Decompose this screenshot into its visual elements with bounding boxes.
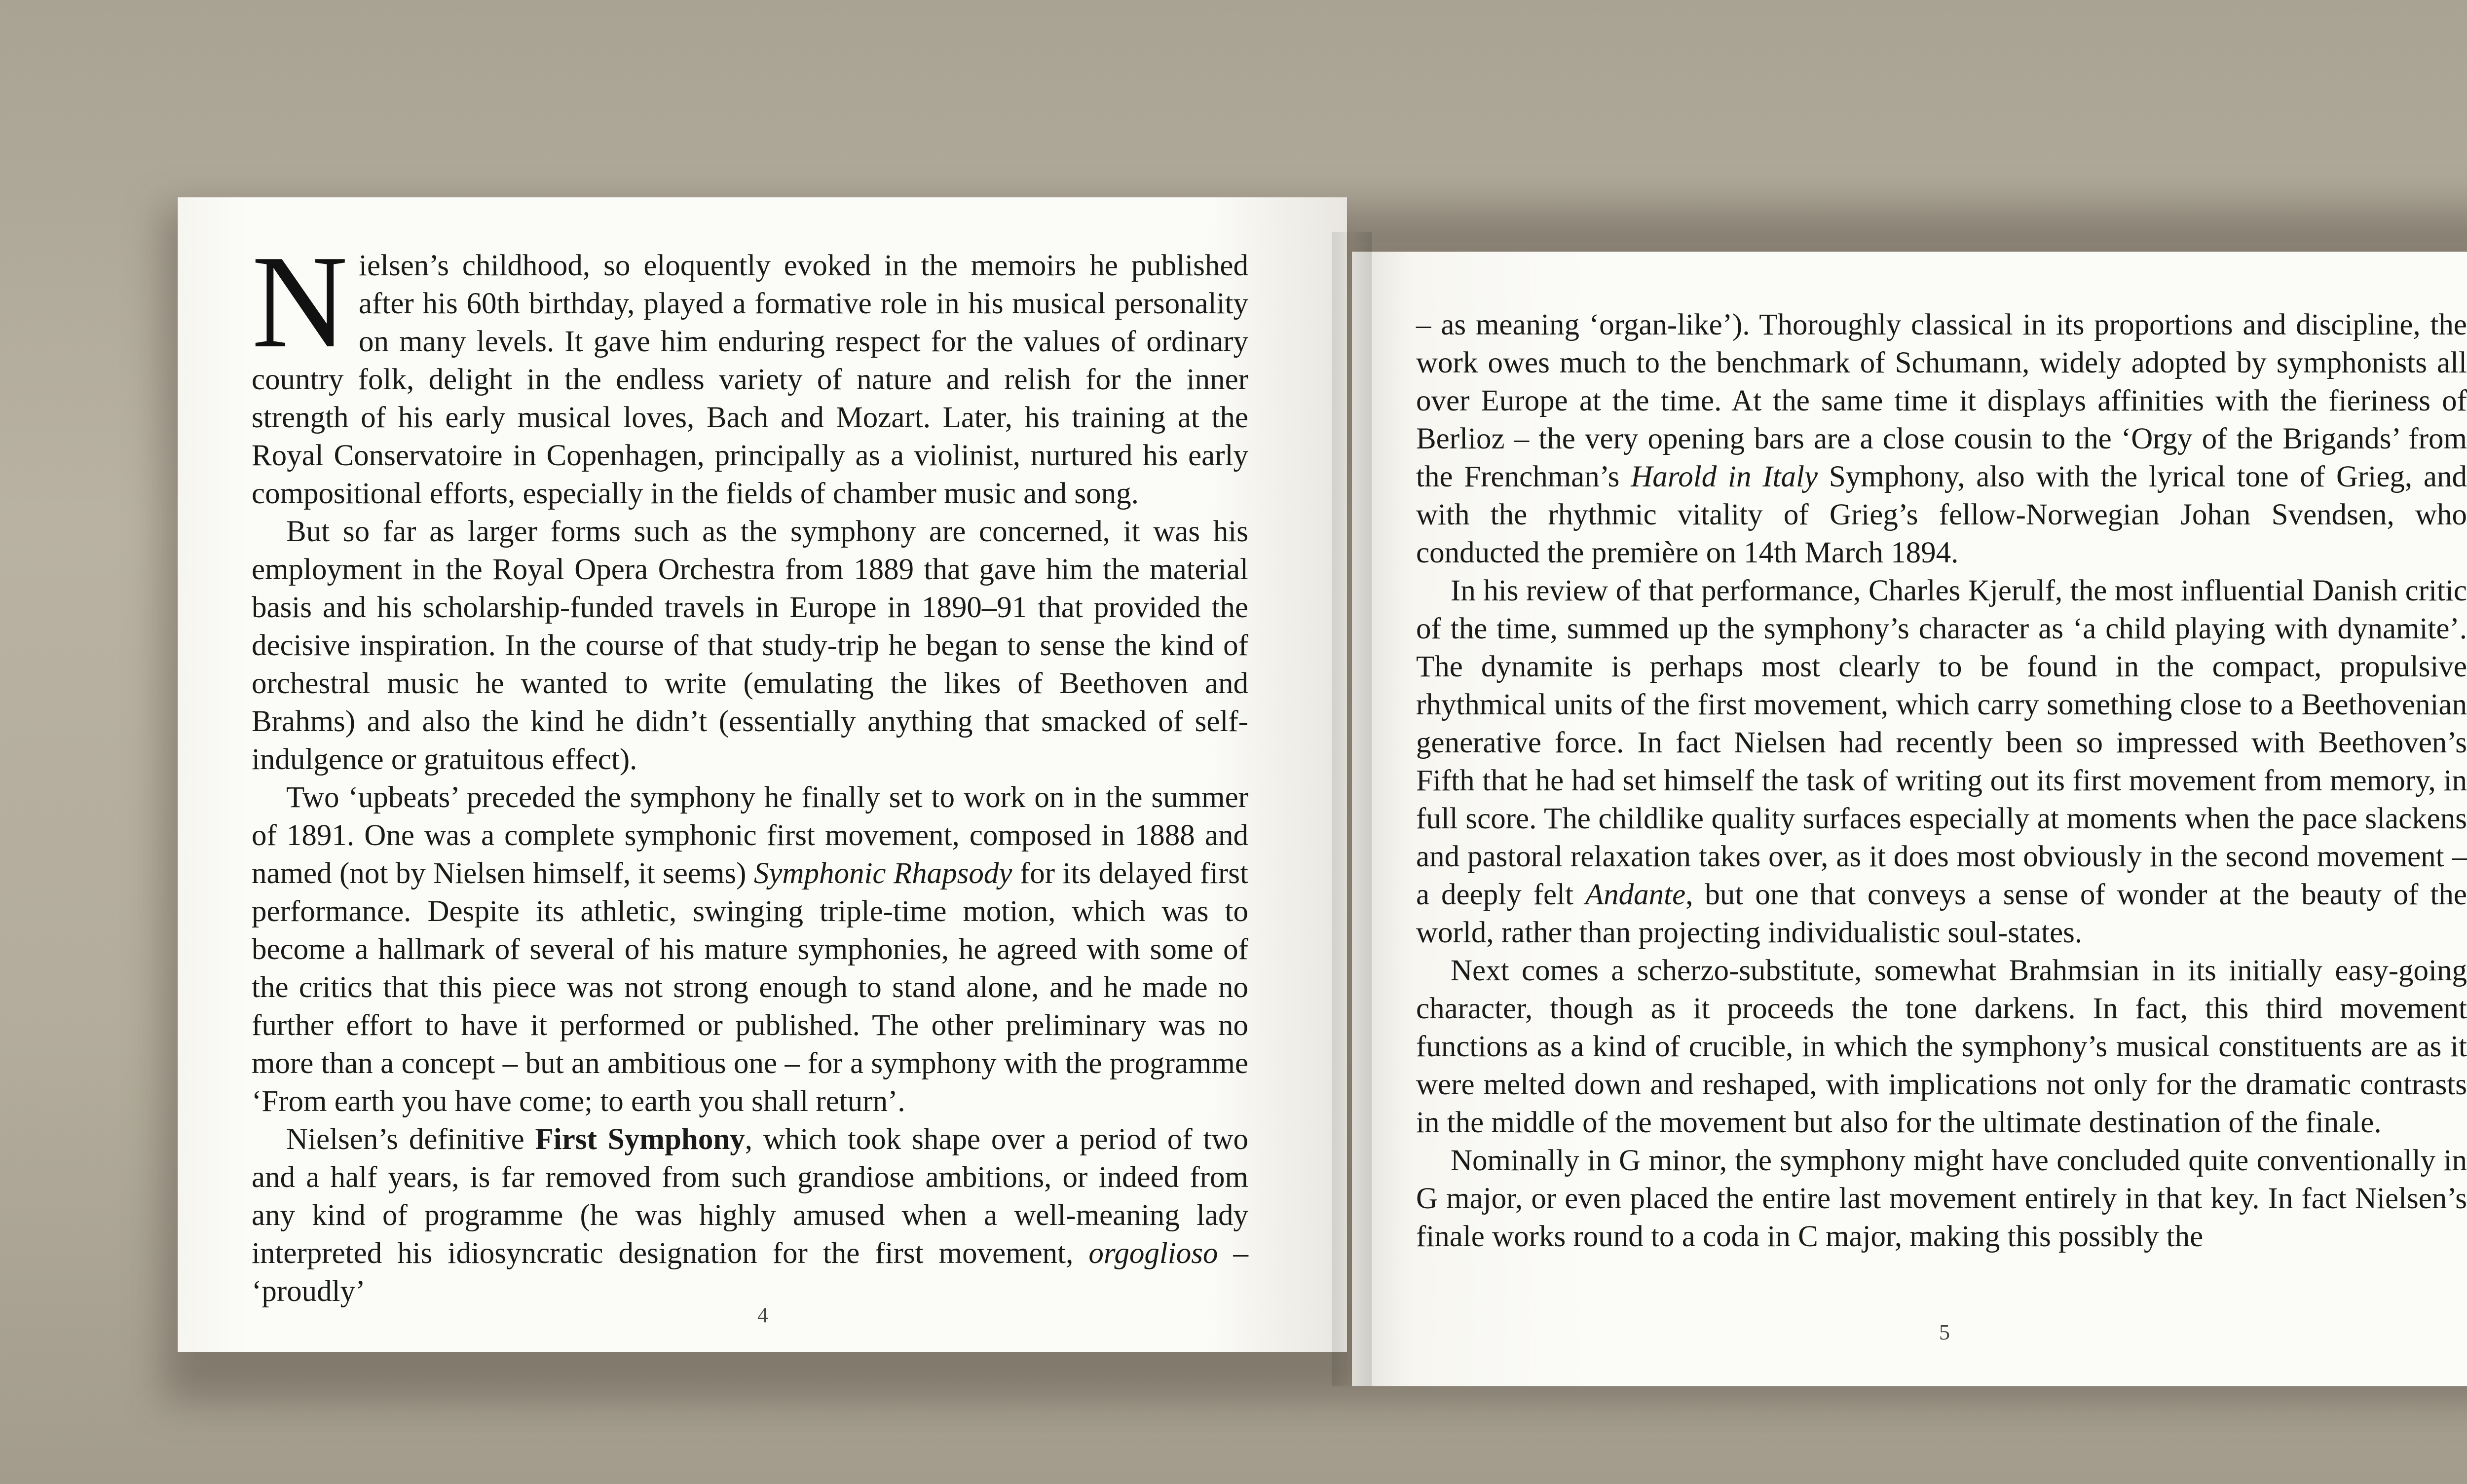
book-gutter bbox=[1332, 232, 1372, 1386]
work-title-symphonic-rhapsody: Symphonic Rhapsody bbox=[753, 857, 1012, 890]
paragraph-1 bbox=[252, 228, 1248, 513]
right-page-text bbox=[1416, 306, 2467, 1256]
paragraph-1 bbox=[1416, 306, 2467, 572]
paragraph-3 bbox=[252, 779, 1248, 1120]
paragraph-4: Nominally in G minor, the symphony might have concluded quite conventionally in G major, or even placed the entire last movement entirely in that key. In fact Nielsen’s finale works round to a coda in C major, making this possibly the bbox=[1416, 1144, 2467, 1253]
left-page bbox=[178, 197, 1347, 1352]
page-number-left: 4 bbox=[757, 1303, 768, 1327]
paragraph-3-text-b: for its delayed first performance. Despite its athletic, swinging triple-time motion, which was to become a hallmark of several of his mature symphonies, he agreed with some of the critics that this piece was not strong enough to stand alone, and he made no further effort to have it performed or published. The other preliminary was no more than a concept – but an ambitious one – for a symphony with the programme ‘From earth you have come; to earth you shall return’. bbox=[252, 857, 1248, 1118]
paragraph-4-text-c: – ‘proudly’ bbox=[252, 1237, 1248, 1308]
drop-cap: N bbox=[252, 228, 348, 375]
term-orgoglioso: orgoglioso bbox=[1088, 1237, 1218, 1270]
right-page bbox=[1352, 252, 2467, 1386]
paragraph-4 bbox=[252, 1120, 1248, 1310]
paragraph-3-text-a: Two ‘upbeats’ preceded the symphony he finally set to work on in the summer of 1891. One was a complete symphonic first movement, composed in 1888 and named (not by Nielsen himself, it seems) bbox=[252, 781, 1248, 890]
left-page-text bbox=[252, 228, 1249, 1310]
paragraph-1-text: ielsen’s childhood, so eloquently evoked in the memoirs he published after his 60th birthday, played a formative role in his musical personality on many levels. It gave him enduring respect for the values of ordinary country folk, delight in the endless variety of nature and relish for the inner strength of his early musical loves, Bach and Mozart. Later, his training at the Royal Conservatoire in Copenhagen, principally as a violinist, nurtured his early compositional efforts, especially in the fields of chamber music and song. bbox=[252, 249, 1248, 510]
work-title-harold-in-italy: Harold in Italy bbox=[1631, 460, 1818, 493]
work-title-first-symphony: First Symphony bbox=[535, 1123, 745, 1156]
paragraph-4-text-a: Nielsen’s definitive bbox=[286, 1123, 535, 1156]
paragraph-2: But so far as larger forms such as the symphony are concerned, it was his employment in the Royal Opera Orchestra from 1889 that gave him the material basis and his scholarship-funded travels in Europe in 1890–91 that provided the decisive inspiration. In the course of that study-trip he began to sense the kind of orchestral music he wanted to write (emulating the likes of Beethoven and Brahms) and also the kind he didn’t (essentially anything that smacked of self-indulgence or gratuitous effect). bbox=[252, 515, 1248, 776]
page-number-right: 5 bbox=[1939, 1320, 1950, 1344]
paragraph-1-text-b: Symphony, also with the lyrical tone of Grieg, and with the rhythmic vitality of Grieg’s fellow-Norwegian Johan Svendsen, who conducted the première on 14th March 1894. bbox=[1416, 460, 2467, 569]
paragraph-2 bbox=[1416, 572, 2467, 952]
paragraph-2-text-a: In his review of that performance, Charles Kjerulf, the most influential Danish critic of the time, summed up the symphony’s character as ‘a child playing with dynamite’. The dynamite is perhaps most clearly to be found in the compact, propulsive rhythmical units of the first movement, which carry something close to a Beethovenian generative force. In fact Nielsen had recently been so impressed with Beethoven’s Fifth that he had set himself the task of writing out its first movement from memory, in full score. The childlike quality surfaces especially at moments when the pace slackens and pastoral relaxation takes over, as it does most obviously in the second movement – a deeply felt bbox=[1416, 574, 2467, 911]
paragraph-1-text-a: – as meaning ‘organ-like’). Thoroughly classical in its proportions and discipline, the work owes much to the benchmark of Schumann, widely adopted by symphonists all over Europe at the time. At the same time it displays affinities with the fieriness of Berlioz – the very opening bars are a close cousin to the ‘Orgy of the Brigands’ from the Frenchman’s bbox=[1416, 308, 2467, 493]
paragraph-4-text-b: , which took shape over a period of two and a half years, is far removed from such grandiose ambitions, or indeed from any kind of programme (he was highly amused when a well-meaning lady interpreted his idiosyncratic designation for the first movement, bbox=[252, 1123, 1249, 1270]
paragraph-2-text-b: , but one that conveys a sense of wonder at the beauty of the world, rather than projecting individualistic soul-states. bbox=[1416, 878, 2467, 949]
paragraph-3: Next comes a scherzo-substitute, somewhat Brahmsian in its initially easy-going character, though as it proceeds the tone darkens. In fact, this third movement functions as a kind of crucible, in which the symphony’s musical constituents are as it were melted down and reshaped, with implications not only for the dramatic contrasts in the middle of the movement but also for the ultimate destination of the finale. bbox=[1416, 954, 2467, 1139]
term-andante: Andante bbox=[1585, 878, 1686, 911]
